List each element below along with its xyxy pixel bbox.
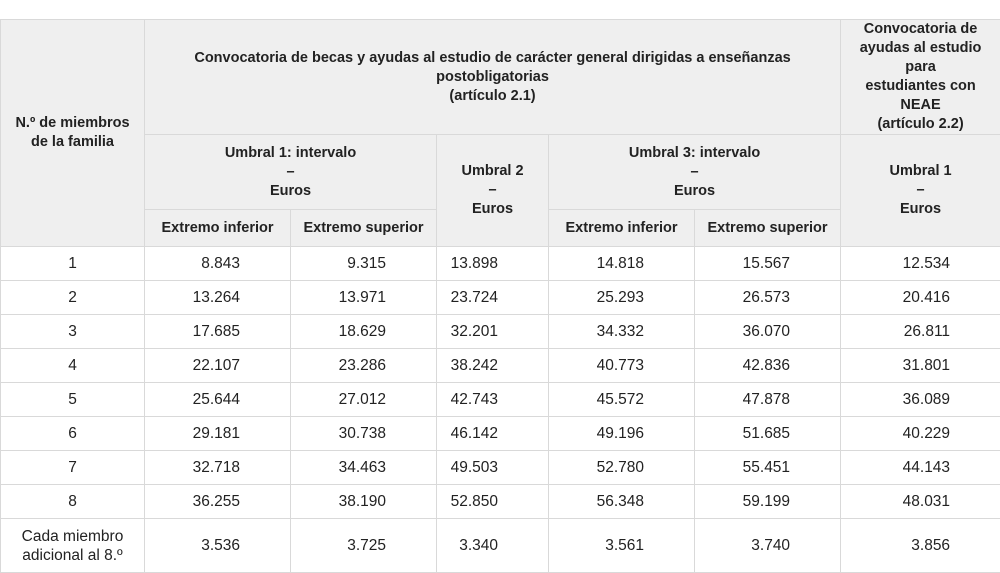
cell-members: 3 (1, 315, 145, 349)
cell-u3-lower: 49.196 (549, 417, 695, 451)
cell-u1-lower: 29.181 (145, 417, 291, 451)
header-general-call: Convocatoria de becas y ayudas al estudio de carácter general dirigidas a enseñanzas postobligatorias (artículo 2.1) (145, 20, 841, 135)
table-row (1, 519, 1000, 573)
table-row (1, 383, 1000, 417)
header-umbral-1: Umbral 1: intervalo – Euros (145, 135, 437, 210)
cell-umbral-2: 23.724 (437, 281, 549, 315)
cell-u1-upper: 34.463 (291, 451, 437, 485)
table-row (1, 485, 1000, 519)
table-row (1, 349, 1000, 383)
header-u1-upper: Extremo superior (291, 210, 437, 247)
cell-u3-upper: 3.740 (695, 519, 841, 573)
cell-u1-lower: 17.685 (145, 315, 291, 349)
cell-u3-lower: 14.818 (549, 247, 695, 281)
table-row (1, 417, 1000, 451)
cell-u3-lower: 34.332 (549, 315, 695, 349)
cell-umbral-2: 3.340 (437, 519, 549, 573)
cell-u1-upper: 23.286 (291, 349, 437, 383)
cell-u3-lower: 45.572 (549, 383, 695, 417)
cell-members: 4 (1, 349, 145, 383)
cell-members: 8 (1, 485, 145, 519)
cell-u1-lower: 8.843 (145, 247, 291, 281)
cell-u3-lower: 3.561 (549, 519, 695, 573)
table-row (1, 281, 1000, 315)
header-u1-lower: Extremo inferior (145, 210, 291, 247)
cell-u3-upper: 36.070 (695, 315, 841, 349)
table-body (1, 247, 1000, 573)
cell-umbral-2: 46.142 (437, 417, 549, 451)
cell-members: 7 (1, 451, 145, 485)
cell-members: 6 (1, 417, 145, 451)
cell-u1-upper: 3.725 (291, 519, 437, 573)
cell-neae-umbral-1: 40.229 (841, 417, 1000, 451)
cell-umbral-2: 52.850 (437, 485, 549, 519)
header-u3-lower: Extremo inferior (549, 210, 695, 247)
header-umbral-2: Umbral 2 – Euros (437, 135, 549, 247)
cell-umbral-2: 38.242 (437, 349, 549, 383)
cell-members: Cada miembro adicional al 8.º (1, 519, 145, 573)
cell-u3-upper: 55.451 (695, 451, 841, 485)
cell-u3-lower: 52.780 (549, 451, 695, 485)
cell-u3-lower: 25.293 (549, 281, 695, 315)
cell-u1-lower: 13.264 (145, 281, 291, 315)
cell-neae-umbral-1: 36.089 (841, 383, 1000, 417)
cell-umbral-2: 49.503 (437, 451, 549, 485)
cell-u1-lower: 32.718 (145, 451, 291, 485)
cell-members: 1 (1, 247, 145, 281)
table-row (1, 315, 1000, 349)
cell-u1-upper: 38.190 (291, 485, 437, 519)
header-umbral-1-neae: Umbral 1 – Euros (841, 135, 1000, 247)
header-umbral-3: Umbral 3: intervalo – Euros (549, 135, 841, 210)
cell-neae-umbral-1: 48.031 (841, 485, 1000, 519)
cell-u1-upper: 27.012 (291, 383, 437, 417)
header-neae-call: Convocatoria de ayudas al estudio para estudiantes con NEAE (artículo 2.2) (841, 20, 1000, 135)
cell-umbral-2: 42.743 (437, 383, 549, 417)
cell-neae-umbral-1: 44.143 (841, 451, 1000, 485)
cell-u1-lower: 22.107 (145, 349, 291, 383)
cell-umbral-2: 32.201 (437, 315, 549, 349)
income-thresholds-table (0, 19, 1000, 573)
cell-u3-upper: 59.199 (695, 485, 841, 519)
cell-u1-upper: 30.738 (291, 417, 437, 451)
cell-u1-lower: 36.255 (145, 485, 291, 519)
cell-members: 5 (1, 383, 145, 417)
cell-u3-upper: 15.567 (695, 247, 841, 281)
cell-u3-upper: 42.836 (695, 349, 841, 383)
cell-u3-upper: 47.878 (695, 383, 841, 417)
header-family-members: N.º de miembros de la familia (1, 20, 145, 247)
header-u3-upper: Extremo superior (695, 210, 841, 247)
cell-u1-lower: 3.536 (145, 519, 291, 573)
cell-u1-upper: 13.971 (291, 281, 437, 315)
cell-neae-umbral-1: 26.811 (841, 315, 1000, 349)
cell-u1-lower: 25.644 (145, 383, 291, 417)
cell-u3-upper: 26.573 (695, 281, 841, 315)
cell-umbral-2: 13.898 (437, 247, 549, 281)
cell-u1-upper: 18.629 (291, 315, 437, 349)
cell-neae-umbral-1: 20.416 (841, 281, 1000, 315)
table-row (1, 451, 1000, 485)
cell-u3-upper: 51.685 (695, 417, 841, 451)
cell-neae-umbral-1: 31.801 (841, 349, 1000, 383)
cell-u3-lower: 56.348 (549, 485, 695, 519)
cell-members: 2 (1, 281, 145, 315)
table-row (1, 247, 1000, 281)
cell-u1-upper: 9.315 (291, 247, 437, 281)
cell-u3-lower: 40.773 (549, 349, 695, 383)
cell-neae-umbral-1: 3.856 (841, 519, 1000, 573)
cell-neae-umbral-1: 12.534 (841, 247, 1000, 281)
